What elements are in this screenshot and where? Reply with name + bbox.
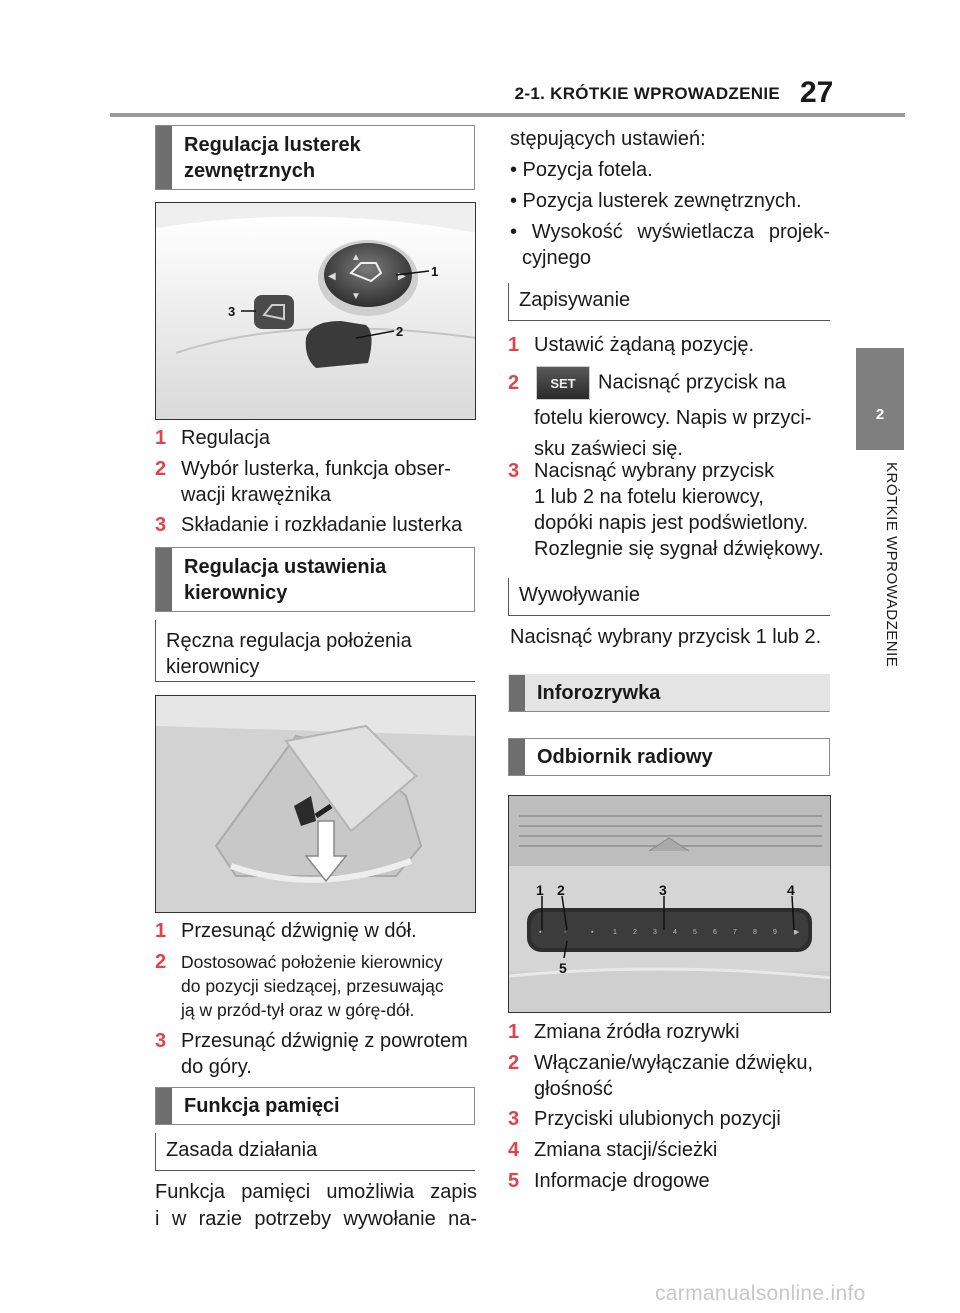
list-item — [508, 1137, 838, 1163]
list-item — [508, 1050, 838, 1102]
step-text: 1 lub 2 na fotelu kierowcy, — [534, 486, 764, 508]
callout-1: 1 — [431, 264, 439, 279]
step-text: Ustawić żądaną pozycję. — [534, 334, 755, 356]
page-number: 27 — [800, 76, 834, 109]
subheading-line: Zapisywanie — [519, 289, 631, 311]
heading-line: Regulacja ustawienia — [184, 555, 387, 578]
radio-controls-illustration — [509, 796, 831, 1013]
list-item — [508, 1168, 838, 1194]
bullet-text: • Wysokość wyświetlacza projek- — [510, 221, 830, 243]
list-item — [155, 1028, 485, 1080]
step-text: fotelu kierowcy. Napis w przyci- — [534, 407, 812, 429]
section-heading-steering — [155, 547, 475, 612]
section-heading-mirrors — [155, 125, 475, 190]
svg-text:▶: ▶ — [398, 271, 406, 282]
step-text: Nacisnąć wybrany przycisk — [534, 460, 775, 482]
step-text: dopóki napis jest podświetlony. — [534, 512, 809, 534]
item-number: 2 — [155, 951, 167, 973]
heading-bar — [156, 1088, 172, 1124]
item-text: Zmiana stacji/ścieżki — [534, 1139, 718, 1161]
heading-line: kierownicy — [184, 581, 288, 604]
item-number: 4 — [508, 1139, 520, 1161]
item-text: Zmiana źródła rozrywki — [534, 1021, 740, 1043]
callout-4: 4 — [787, 882, 795, 898]
radio-controls-figure — [508, 795, 831, 1013]
svg-text:8: 8 — [753, 929, 757, 936]
subheading-line: kierownicy — [166, 656, 260, 678]
mirror-controls-illustration — [156, 203, 476, 420]
svg-text:▼: ▼ — [351, 291, 361, 302]
list-item — [155, 918, 485, 944]
item-text: Przyciski ulubionych pozycji — [534, 1108, 781, 1130]
callout-3: 3 — [228, 304, 236, 319]
svg-text:◦: ◦ — [564, 929, 567, 936]
item-text: ją w przód-tył oraz w górę-dół. — [181, 1000, 415, 1020]
bullet-text: cyjnego — [522, 247, 591, 269]
step-text: Rozlegnie się sygnał dźwiękowy. — [534, 538, 824, 560]
svg-text:1: 1 — [613, 929, 617, 936]
step-item — [508, 332, 838, 358]
subheading-line: Zasada działania — [166, 1139, 318, 1161]
heading-line: Inforozrywka — [537, 682, 661, 704]
svg-text:▶: ▶ — [794, 929, 800, 936]
subheading-recall — [508, 578, 830, 616]
svg-text:3: 3 — [653, 929, 657, 936]
heading-bar — [509, 675, 525, 711]
subheading-principle — [155, 1133, 475, 1171]
svg-text:◀: ◀ — [328, 271, 336, 282]
item-text: do pozycji siedzącej, przesuwając — [181, 976, 444, 996]
callout-5: 5 — [559, 960, 567, 976]
list-item — [508, 1106, 838, 1132]
item-number: 3 — [155, 514, 167, 536]
item-number: 2 — [155, 458, 167, 480]
chapter-tab: 2 — [856, 348, 904, 450]
continued-text: stępujących ustawień: — [510, 128, 706, 150]
svg-text:9: 9 — [773, 929, 777, 936]
item-text: Informacje drogowe — [534, 1170, 710, 1192]
list-item — [155, 456, 485, 508]
svg-text:7: 7 — [733, 929, 737, 936]
item-text: Dostosować położenie kierownicy — [181, 952, 443, 972]
memory-paragraph — [155, 1179, 477, 1233]
list-item — [155, 950, 485, 1022]
subheading-saving — [508, 283, 830, 321]
callout-1: 1 — [536, 882, 544, 898]
item-number: 2 — [508, 1052, 520, 1074]
svg-text:2: 2 — [633, 929, 637, 936]
step-number: 1 — [508, 334, 520, 356]
paragraph-line: i w razie potrzeby wywołanie na- — [155, 1208, 477, 1230]
svg-text:▲: ▲ — [351, 252, 361, 263]
step-number: 3 — [508, 460, 520, 482]
svg-text:5: 5 — [693, 929, 697, 936]
callout-3: 3 — [659, 882, 667, 898]
heading-line: Funkcja pamięci — [184, 1095, 340, 1117]
steering-lever-illustration — [156, 696, 476, 913]
item-number: 5 — [508, 1170, 520, 1192]
section-heading-radio — [508, 738, 830, 776]
list-item — [155, 425, 485, 451]
item-text: Przesunąć dźwignię w dół. — [181, 920, 417, 942]
header-rule — [110, 113, 905, 117]
step-item — [508, 366, 838, 462]
bullet-item: • Pozycja lusterek zewnętrznych. — [510, 190, 802, 212]
item-text: Włączanie/wyłączanie dźwięku, — [534, 1052, 814, 1074]
list-item — [155, 512, 485, 538]
heading-bar — [509, 739, 525, 775]
svg-text:4: 4 — [673, 929, 677, 936]
step-text: Nacisnąć przycisk na — [598, 371, 786, 394]
subheading-line: Ręczna regulacja położenia — [166, 630, 412, 652]
heading-line: Odbiornik radiowy — [537, 746, 713, 768]
item-number: 1 — [508, 1021, 520, 1043]
bullet-item: • Pozycja fotela. — [510, 159, 653, 181]
item-text: głośność — [534, 1078, 613, 1100]
item-text: Składanie i rozkładanie lusterka — [181, 514, 463, 536]
item-number: 1 — [155, 920, 167, 942]
heading-bar — [156, 548, 172, 611]
item-text: Przesunąć dźwignię z powrotem — [181, 1030, 468, 1052]
subheading-line: Wywoływanie — [519, 584, 640, 606]
item-number: 1 — [155, 427, 167, 449]
subheading-manual-steering — [155, 620, 475, 682]
svg-text:▪: ▪ — [591, 929, 594, 936]
section-heading-memory — [155, 1087, 475, 1125]
bullet-item — [510, 219, 830, 271]
heading-line: zewnętrznych — [184, 159, 316, 182]
svg-text:6: 6 — [713, 929, 717, 936]
item-text: Regulacja — [181, 427, 270, 449]
item-text: do góry. — [181, 1056, 252, 1078]
steering-lever-figure — [155, 695, 476, 913]
list-item — [508, 1019, 838, 1045]
item-text: Wybór lusterka, funkcja obser- — [181, 458, 451, 480]
svg-text:▪: ▪ — [539, 929, 542, 936]
chapter-tab-label: KRÓTKIE WPROWADZENIE — [883, 462, 900, 668]
step-text: sku zaświeci się. — [534, 438, 683, 460]
item-number: 3 — [155, 1030, 167, 1052]
item-number: 3 — [508, 1108, 520, 1130]
heading-line: Regulacja lusterek — [184, 133, 361, 156]
watermark: carmanualsonline.info — [655, 1282, 866, 1305]
callout-2: 2 — [396, 324, 404, 339]
step-number: 2 — [508, 372, 520, 394]
step-item — [508, 458, 838, 562]
set-button-icon: SET — [536, 366, 590, 400]
running-header: 2-1. KRÓTKIE WPROWADZENIE — [514, 84, 780, 103]
recall-text: Nacisnąć wybrany przycisk 1 lub 2. — [510, 626, 822, 648]
mirror-controls-figure — [155, 202, 476, 420]
heading-bar — [156, 126, 172, 189]
callout-2: 2 — [557, 882, 565, 898]
section-heading-infotainment — [508, 674, 830, 712]
item-text: wacji krawężnika — [181, 484, 332, 506]
paragraph-line: Funkcja pamięci umożliwia zapis — [155, 1181, 477, 1203]
